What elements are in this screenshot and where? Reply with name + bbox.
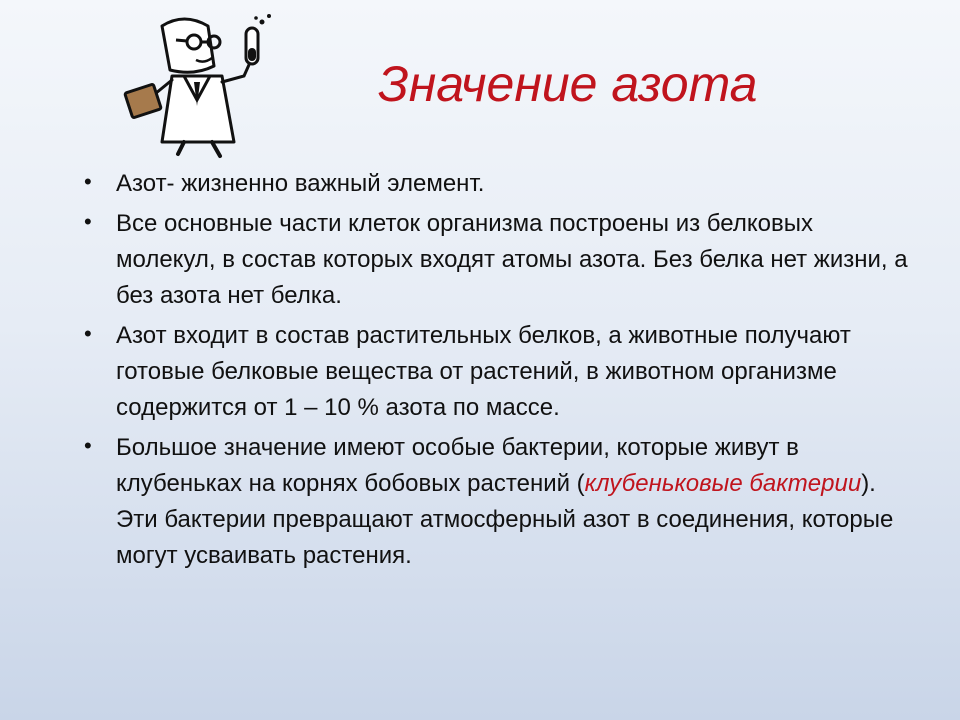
bacteria-highlight: клубеньковые бактерии [584,470,862,497]
bullet-text-before: Большое значение имеют особые бактерии, которые живут в клубеньках на корнях бобовых растений ( [116,434,799,497]
bullet-list [84,166,914,578]
slide-title: Значение азота [378,56,758,112]
bullet-dot: • [84,169,92,194]
bullet-dot: • [84,433,92,458]
bullet-item [84,430,914,574]
bullet-text-after: ). Эти бактерии превращают атмосферный азот в соединения, которые могут усваивать растения. [116,470,894,569]
bullet-item [84,318,914,426]
scientist-with-test-tube-icon [112,14,282,159]
bullet-text: Азот- жизненно важный элемент. [116,170,485,197]
bullet-text: Азот входит в состав растительных белков, а животные получают готовые белковые вещества от растений, в животном организме содержится от 1 – 10 % азота по массе. [116,322,851,421]
bullet-item [84,206,914,314]
bullet-text: Все основные части клеток организма построены из белковых молекул, в состав которых входят атомы азота. Без белка нет жизни, а без азота нет белка. [116,210,908,309]
bullet-item [84,166,914,202]
bullet-dot: • [84,209,92,234]
bullet-dot: • [84,321,92,346]
